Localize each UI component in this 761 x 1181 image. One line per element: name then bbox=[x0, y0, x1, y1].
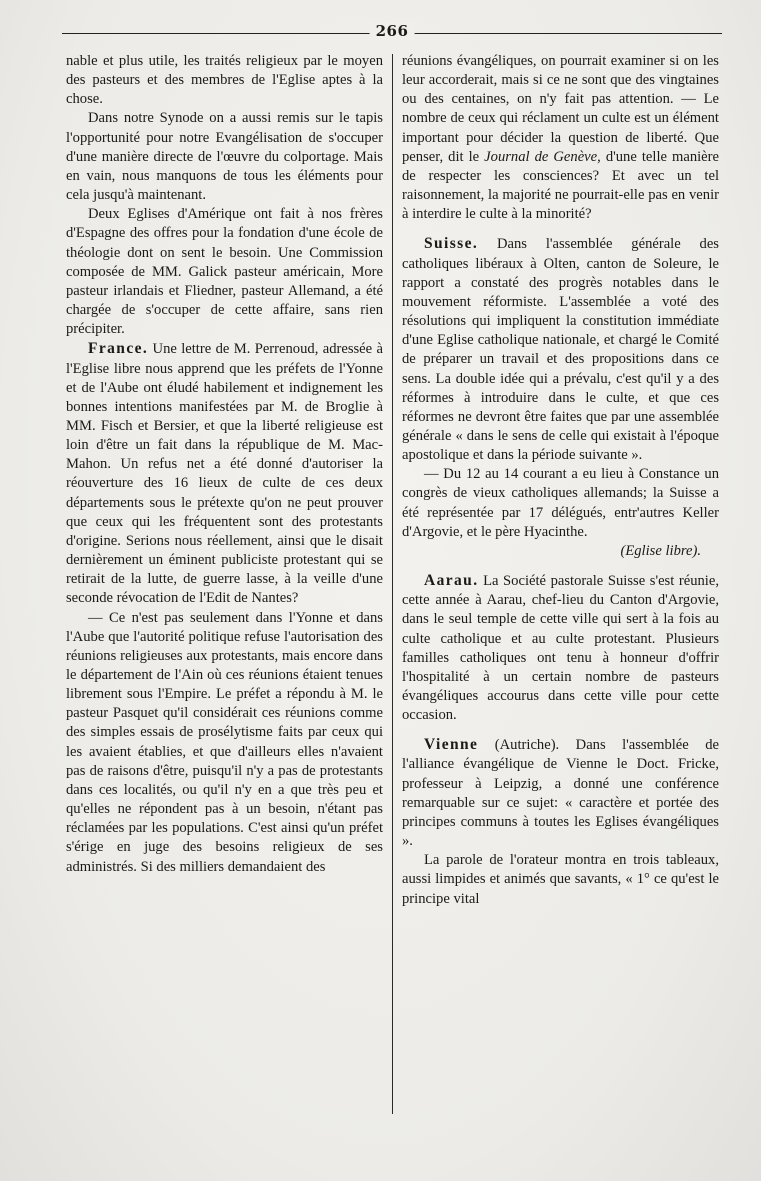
paragraph-aarau bbox=[402, 571, 719, 725]
paragraph: Dans notre Synode on a aussi remis sur le tapis l'opportunité pour notre Evangélisation de s'occuper d'une manière directe de l'œuvre du colportage. Mais en vain, nous manquons de tous les éléments pour cela jusqu'à maintenant. bbox=[66, 110, 383, 204]
spacer bbox=[402, 224, 719, 234]
left-column bbox=[66, 52, 383, 877]
paragraph-vienne bbox=[402, 735, 719, 851]
paragraph-text: (Autriche). Dans l'assemblée de l'alliance évangélique de Vienne le Doct. Fricke, professeur à Leipzig, a donné une conférence remarquable sur ce sujet: « caractère et portée des principes communs à toutes les Eglises évangéliques ». bbox=[402, 737, 719, 850]
section-heading-suisse: Suisse. bbox=[424, 235, 479, 253]
paragraph: — Du 12 au 14 courant a eu lieu à Constance un congrès de vieux catholiques allemands; la Suisse a été représentée par 17 délégués, entr'autres Keller d'Argovie, et le père Hyacinthe. bbox=[402, 466, 719, 540]
page-number: 266 bbox=[370, 22, 415, 40]
paragraph bbox=[402, 52, 719, 224]
spacer bbox=[402, 725, 719, 735]
section-heading-france: France. bbox=[88, 340, 149, 358]
paragraph: nable et plus utile, les traités religieux par le moyen des pasteurs et des membres de l'Eglise aptes à la chose. bbox=[66, 53, 383, 108]
paragraph-text: , d'une telle manière de respecter les consciences? Et avec un tel raisonnement, la majorité ne pourrait-elle pas en venir à interdire le culte à la minorité? bbox=[402, 148, 719, 223]
section-heading-vienne: Vienne bbox=[424, 736, 479, 754]
column-divider bbox=[392, 54, 393, 1114]
journal-title: Journal de Genève bbox=[484, 148, 598, 165]
page-header bbox=[62, 22, 722, 46]
paragraph: La parole de l'orateur montra en trois tableaux, aussi limpides et animés que savants, « 1° ce qu'est le principe vital bbox=[402, 852, 719, 907]
paragraph: Deux Eglises d'Amérique ont fait à nos frères d'Espagne des offres pour la fondation d'une école de théologie dont on sent le besoin. Une Commission composée de MM. Galick pasteur américain, More pasteur irlandais et Fliedner, pasteur Allemand, a été chargée de s'occuper de cette affaire, sans rien précipiter. bbox=[66, 206, 383, 338]
paragraph-text: Une lettre de M. Perrenoud, adressée à l'Eglise libre nous apprend que les préfets de l'Yonne et de l'Aube ont éludé habilement et indignement les bonnes intentions manifestées par M. de Broglie à MM. Fisch et Bersier, et que la liberté religieuse est loin d'être un fait dans la république de M. Mac-Mahon. Un refus net a été donné d'autoriser la réouverture des 16 lieux de culte de ces deux départements sous le prétexte qu'on ne peut prouver que ceux qui les fréquentent sont des protestants d'origine. Serions nous réellement, ainsi que le disait dernièrement un éminent publiciste protestant qui se retirait de la lutte, de guerre lasse, à la veille d'une seconde révocation de l'Edit de Nantes? bbox=[66, 341, 383, 607]
paragraph-text: réunions évangéliques, on pourrait examiner si on les leur accorderait, mais si ce ne sont que des vingtaines ou des centaines, on n'y fait pas attention. — Le nombre de ceux qui réclament un culte est un élément important pour décider la question de liberté. Que penser, dit le bbox=[402, 53, 719, 165]
paragraph-text: La Société pastorale Suisse s'est réunie, cette année à Aarau, chef-lieu du Canton d'Argovie, dans le seul temple de cette ville qui sert à la fois au culte catholique et au culte protestant. Plusieurs familles catholiques ont tenu à honneur d'offrir l'hospitalité à un certain nombre de pasteurs évangéliques accourus dans cette ville pour cette occasion. bbox=[402, 573, 719, 724]
section-heading-aarau: Aarau. bbox=[424, 572, 479, 590]
paragraph-france bbox=[66, 339, 383, 608]
signature: (Eglise libre). bbox=[620, 542, 701, 559]
paragraph-suisse bbox=[402, 234, 719, 465]
spacer bbox=[402, 561, 719, 571]
paragraph: — Ce n'est pas seulement dans l'Yonne et dans l'Aube que l'autorité politique refuse l'autorisation des réunions religieuses aux protestants, mais encore dans le département de l'Ain où ces réunions étaient tenues librement sous l'Empire. Le préfet a répondu à M. le pasteur Pasquet qu'il considérait ces réunions comme des simples essais de prosélytisme faits par ceux qui les avaient établies, et que d'ailleurs elles n'avaient pas de raisons d'être, puisqu'il n'y a pas de protestants dans ces localités, ou qu'il n'y en a que très peu et qu'elles ne répondent pas à un besoin, n'étant pas réclamées par les populations. C'est ainsi qu'un préfet s'érige en juge des besoins religieux de ses administrés. Si des milliers demandaient des bbox=[66, 609, 383, 875]
paragraph-text: Dans l'assemblée générale des catholiques libéraux à Olten, canton de Soleure, le rapport a constaté des progrès notables dans le mouvement réformiste. L'assemblée a voté des résolutions qui impliquent la constitution immédiate d'une Eglise catholique nationale, et chargé le Comité de préparer un travail et des propositions dans ce sens. La double idée qui a prévalu, c'est qu'il y a des réformes à introduire dans le culte, et que ces réformes ne devront être faites que par une assemblée générale « dans le sens de celle qui existait à l'époque apostolique et dans la période suivante ». bbox=[402, 236, 719, 464]
right-column bbox=[402, 52, 719, 909]
